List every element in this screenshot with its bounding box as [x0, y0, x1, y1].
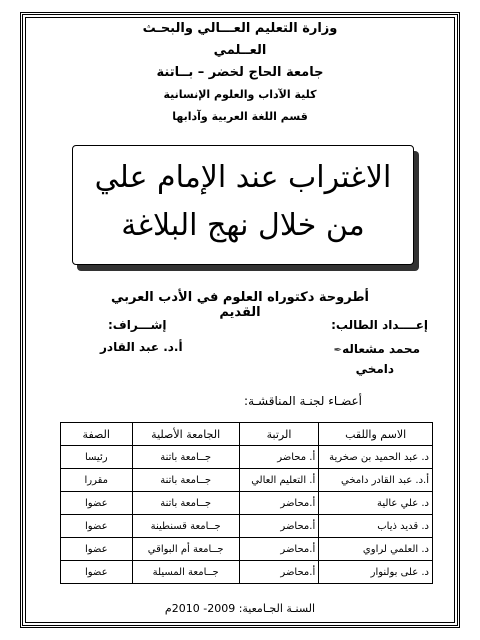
supervisor-label: إشـــراف:: [108, 318, 167, 332]
member-university: جــامعة قسنطينة: [132, 515, 239, 538]
column-header-name: الاسم واللقب: [319, 423, 433, 446]
member-university: جــامعة باتنة: [132, 492, 239, 515]
member-name: أ.د. عبد القادر دامخي: [319, 469, 433, 492]
member-role: عضوا: [61, 492, 133, 515]
member-name: د. قديد ذياب: [319, 515, 433, 538]
member-name: د. علي عالية: [319, 492, 433, 515]
member-rank: أ. التعليم العالي: [239, 469, 318, 492]
member-rank: أ.محاضر: [239, 561, 318, 584]
prepared-by-label: إعــــداد الطالب:: [331, 318, 428, 332]
member-role: عضوا: [61, 538, 133, 561]
pen-icon: ✒: [333, 345, 343, 356]
member-name: د. عبد الحميد بن صخرية: [319, 446, 433, 469]
member-rank: أ.محاضر: [239, 538, 318, 561]
academic-year: السنـة الجـامعية: 2009- 2010م: [164, 602, 316, 615]
member-rank: أ.محاضر: [239, 515, 318, 538]
title-line-2: من خلال نهج البلاغة: [121, 208, 365, 243]
member-name: د. على بولنوار: [319, 561, 433, 584]
member-role: رئيسا: [61, 446, 133, 469]
student-name-line1: محمد مشعاله: [342, 342, 420, 356]
student-name: [330, 340, 420, 378]
faculty-name: كلية الآداب والعلوم الإنسانية: [163, 88, 317, 101]
thesis-type: أطروحة دكتوراه العلوم في الأدب العربي القديم: [110, 290, 370, 320]
member-rank: أ.محاضر: [239, 492, 318, 515]
table-row: [61, 469, 433, 492]
member-role: عضوا: [61, 561, 133, 584]
committee-title: أعضـاء لجنـة المناقشـة:: [244, 394, 362, 408]
title-box: [72, 145, 414, 265]
member-university: جــامعة المسيلة: [132, 561, 239, 584]
table-row: [61, 561, 433, 584]
member-rank: أ. محاضر: [239, 446, 318, 469]
title-line-1: الاغتراب عند الإمام علي: [94, 160, 392, 195]
university-name: جامعة الحاج لخضر – بــاتنة: [156, 65, 324, 80]
column-header-university: الجامعة الأصلية: [132, 423, 239, 446]
table-header-row: [61, 423, 433, 446]
table-row: [61, 492, 433, 515]
committee-table: [60, 422, 433, 584]
table-row: [61, 446, 433, 469]
member-name: د. العلمي لراوي: [319, 538, 433, 561]
department-name: قسم اللغة العربية وآدابها: [172, 110, 308, 123]
supervisor-name: أ.د. عبد القادر: [100, 340, 183, 354]
ministry-name: وزارة التعليم العـــالي والبحـث العــلمي: [142, 21, 338, 58]
student-name-line2: دامخي: [355, 362, 395, 376]
member-role: عضوا: [61, 515, 133, 538]
institution-header: [120, 18, 360, 128]
table-row: [61, 515, 433, 538]
member-university: جــامعة أم البواقي: [132, 538, 239, 561]
member-role: مقررا: [61, 469, 133, 492]
column-header-rank: الرتبة: [239, 423, 318, 446]
table-row: [61, 538, 433, 561]
member-university: جــامعة باتنة: [132, 446, 239, 469]
member-university: جــامعة باتنة: [132, 469, 239, 492]
column-header-role: الصفة: [61, 423, 133, 446]
